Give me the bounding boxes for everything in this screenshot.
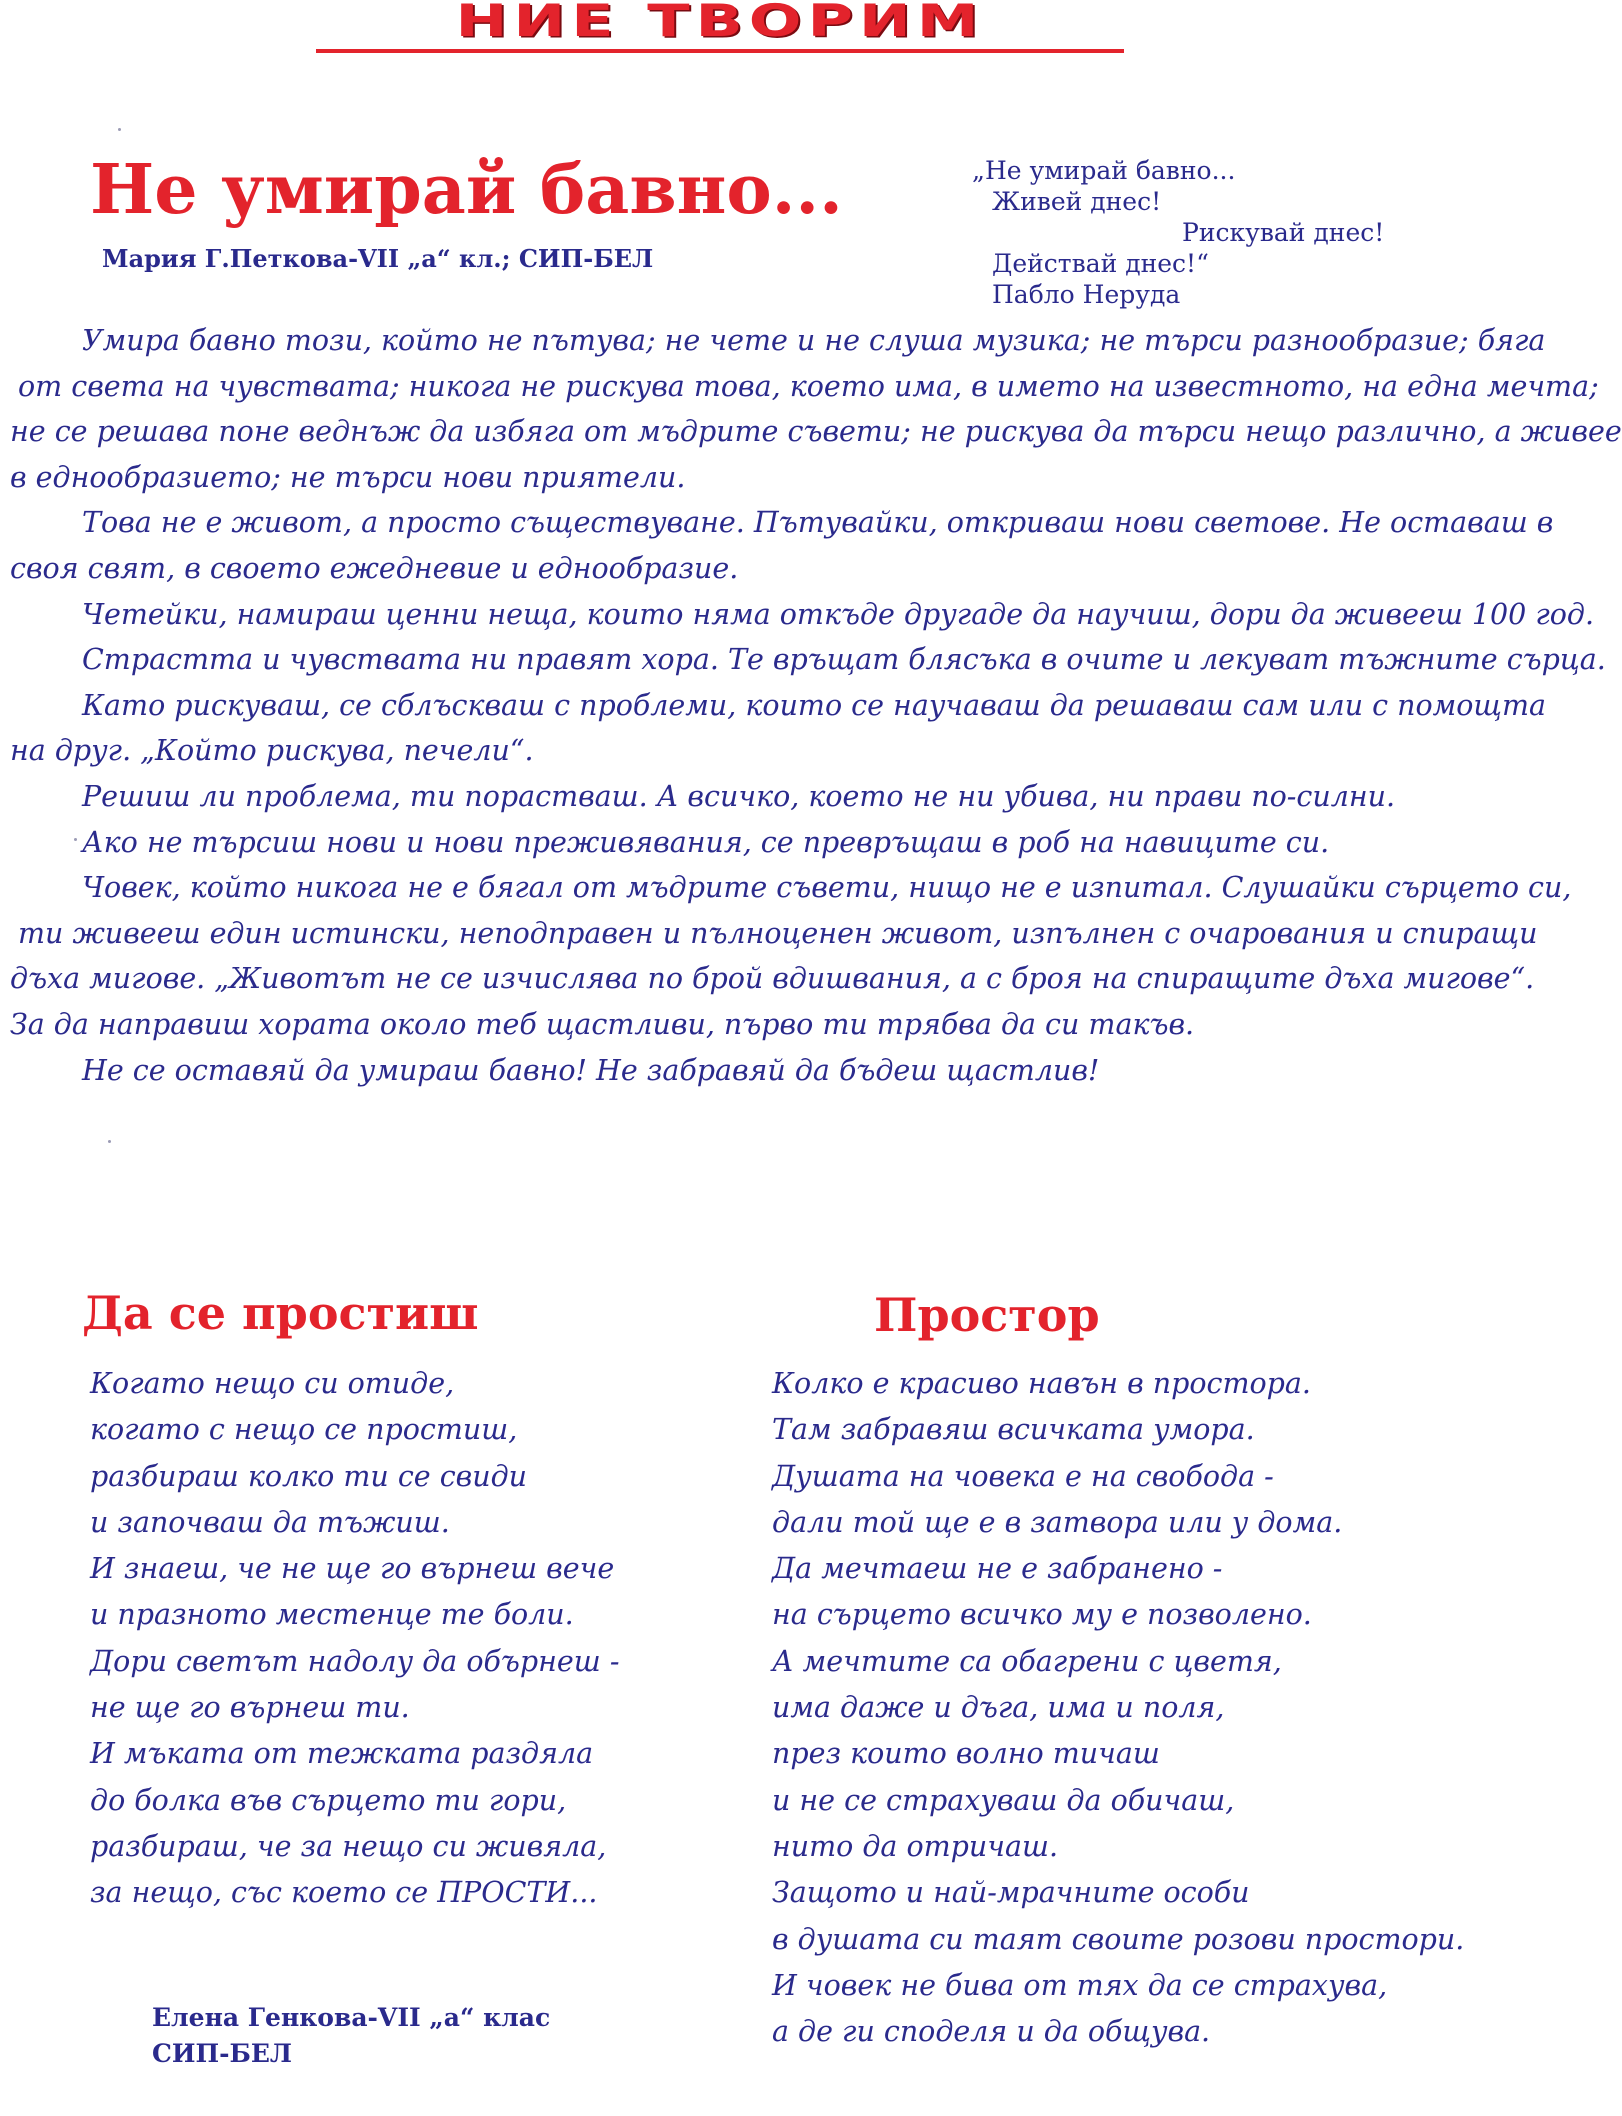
poem-line: Защото и най-мрачните особи	[772, 1876, 1250, 1910]
body-line: Това не е живот, а просто съществуване. Пътувайки, откриваш нови светове. Не оставаш в	[82, 506, 1554, 540]
poem2-title: Простор	[874, 1288, 1100, 1342]
article-title: Не умирай бавно...	[90, 150, 843, 230]
poem-line: за нещо, със което се ПРОСТИ...	[90, 1876, 598, 1910]
body-line: от света на чувствата; никога не рискува това, което има, в името на известното, на една мечта;	[18, 369, 1599, 403]
poem-line: до болка във сърцето ти гори,	[90, 1783, 567, 1817]
poem-line: разбираш колко ти се свиди	[90, 1459, 528, 1493]
poem-line: Дори светът надолу да обърнеш -	[90, 1644, 620, 1678]
epigraph-line: Рискувай днес!	[1182, 218, 1385, 247]
body-line: Умира бавно този, който не пътува; не чете и не слуша музика; не търси разнообразие; бяга	[82, 324, 1546, 357]
body-line: Решиш ли проблема, ти порастваш. А всичко, което не ни убива, ни прави по-силни.	[82, 779, 1396, 813]
body-line: Като рискуваш, се сблъскваш с проблеми, които се научаваш да решаваш сам или с помощта	[82, 688, 1546, 722]
scan-speck	[118, 128, 121, 131]
poem1-author-name: Елена Генкова-VII „а“ клас	[152, 2003, 551, 2032]
scan-speck	[108, 1140, 111, 1143]
poem-line: Душата на човека е на свобода -	[772, 1459, 1274, 1493]
poem-line: и не се страхуваш да обичаш,	[772, 1783, 1235, 1817]
poem-line: нито да отричаш.	[772, 1829, 1059, 1863]
poem-line: Да мечтаеш не е забранено -	[772, 1552, 1223, 1586]
banner-title: НИЕ ТВОРИМ	[455, 0, 985, 47]
poem-line: не ще го върнеш ти.	[90, 1691, 410, 1725]
scan-speck	[74, 838, 77, 841]
poem-line: а де ги споделя и да общува.	[772, 2015, 1211, 2049]
banner-underline	[316, 49, 1124, 53]
poem-line: Колко е красиво навън в простора.	[772, 1367, 1311, 1400]
body-line: ти живееш един истински, неподправен и пълноценен живот, изпълнен с очарования и спиращи	[18, 916, 1538, 950]
banner	[310, 0, 1130, 62]
poem-line: през които волно тичаш	[772, 1737, 1160, 1771]
body-line: Ако не търсиш нови и нови преживявания, се превръщаш в роб на навиците си.	[82, 825, 1330, 859]
body-line: Четейки, намираш ценни неща, които няма откъде другаде да научиш, дори да живееш 100 год.	[82, 597, 1595, 631]
article-author: Мария Г.Петкова-VII „а“ кл.; СИП-БЕЛ	[102, 244, 654, 273]
poem-line: А мечтите са обагрени с цветя,	[772, 1644, 1282, 1678]
poem1-author-group: СИП-БЕЛ	[152, 2039, 293, 2068]
epigraph-author: Пабло Неруда	[992, 280, 1181, 309]
body-line: Не се оставяй да умираш бавно! Не забравяй да бъдеш щастлив!	[82, 1053, 1100, 1087]
body-line: в еднообразието; не търси нови приятели.	[10, 460, 686, 494]
poem-line: когато с нещо се простиш,	[90, 1413, 518, 1447]
body-line: дъха мигове. „Животът не се изчислява по брой вдишвания, а с броя на спиращите дъха мигове“.	[10, 962, 1535, 996]
body-line: Човек, който никога не е бягал от мъдрите съвети, нищо не е изпитал. Слушайки сърцето си,	[82, 871, 1572, 905]
epigraph-line: Живей днес!	[992, 187, 1162, 216]
poem-line: дали той ще е в затвора или у дома.	[772, 1505, 1343, 1539]
poem-line: на сърцето всичко му е позволено.	[772, 1598, 1312, 1632]
poem-line: и започваш да тъжиш.	[90, 1505, 450, 1539]
poem-line: има даже и дъга, има и поля,	[772, 1691, 1225, 1725]
poem-line: И мъката от тежката раздяла	[90, 1737, 594, 1771]
poem1-author	[152, 2000, 550, 2072]
poem2-body	[772, 1361, 1464, 2055]
body-line: За да направиш хората около теб щастливи, първо ти трябва да си такъв.	[10, 1007, 1195, 1041]
poem-line: И знаеш, че не ще го върнеш вече	[90, 1552, 615, 1586]
poem-line: И човек не бива от тях да се страхува,	[772, 1968, 1388, 2002]
poem1-title: Да се простиш	[82, 1286, 479, 1340]
body-line: своя свят, в своето ежедневие и еднообразие.	[10, 551, 739, 585]
poem1-body	[90, 1361, 619, 1917]
epigraph	[972, 155, 1412, 310]
body-line: на друг. „Който рискува, печели“.	[10, 734, 534, 768]
epigraph-line: Действай днес!“	[992, 249, 1209, 278]
poem-line: в душата си таят своите розови простори.	[772, 1922, 1465, 1956]
article-body	[10, 318, 1622, 1093]
body-line: Страстта и чувствата ни правят хора. Те връщат блясъка в очите и лекуват тъжните сърца.	[82, 643, 1606, 677]
poem-line: Там забравяш всичката умора.	[772, 1413, 1255, 1447]
poem-line: Когато нещо си отиде,	[90, 1367, 455, 1400]
body-line: не се решава поне веднъж да избяга от мъдрите съвети; не рискува да търси нещо различно, а живее	[10, 415, 1622, 449]
poem-line: разбираш, че за нещо си живяла,	[90, 1829, 607, 1863]
poem-line: и празното местенце те боли.	[90, 1598, 574, 1632]
epigraph-line: „Не умирай бавно...	[972, 156, 1236, 185]
